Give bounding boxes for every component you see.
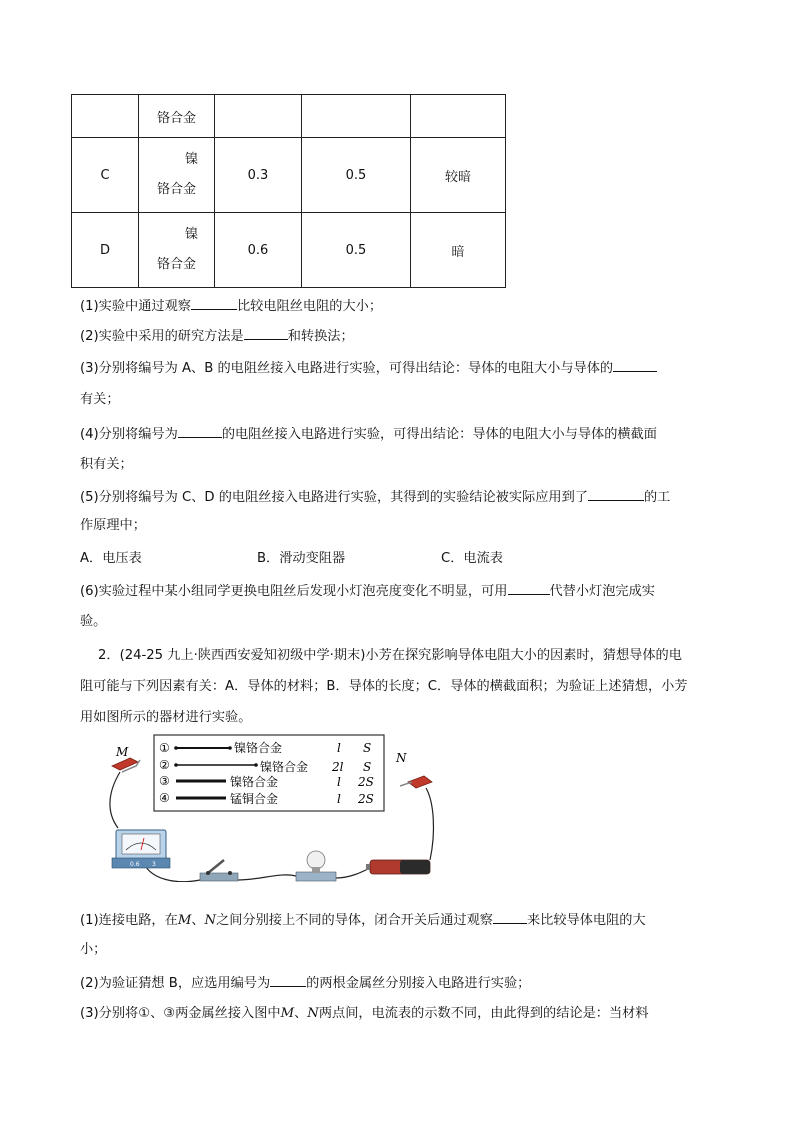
cell-brightness: 较暗	[411, 138, 506, 213]
answer-blank[interactable]	[178, 423, 222, 438]
circuit-figure	[100, 732, 440, 882]
text: 两点间，电流表的示数不同，由此得到的结论是：当材料	[318, 1006, 649, 1021]
wire-lead	[110, 772, 120, 828]
cell-length: 0.6	[215, 213, 302, 288]
answer-blank[interactable]	[508, 580, 550, 595]
answer-blank[interactable]	[191, 295, 237, 310]
q2-part1	[80, 909, 646, 931]
text: 和转换法；	[287, 329, 354, 344]
text: (5)分别将编号为 C、D 的电阻丝接入电路进行实验，其得到的实验结论被实际应用到了	[80, 490, 588, 505]
wire-2-area: S	[363, 760, 372, 774]
switch	[200, 860, 238, 881]
wire-3-material: 镍铬合金	[230, 775, 279, 789]
text: 、	[191, 913, 205, 928]
text: (6)实验过程中某小组同学更换电阻丝后发现小灯泡亮度变化不明显，可用	[80, 584, 508, 599]
cell-id: D	[72, 213, 139, 288]
table-row	[72, 138, 506, 213]
q1-part4-cont: 积有关；	[80, 457, 133, 472]
q1-part4	[80, 423, 657, 445]
text: (4)分别将编号为	[80, 427, 178, 442]
answer-blank[interactable]	[613, 357, 657, 372]
cell-brightness	[411, 95, 506, 138]
answer-blank[interactable]	[270, 972, 306, 987]
cell-length	[215, 95, 302, 138]
wire-2-material: 镍铬合金	[260, 760, 309, 774]
cell-material	[139, 95, 215, 138]
text: 的两根金属丝分别接入电路进行实验；	[306, 976, 531, 991]
label-m-inline: M	[280, 1006, 295, 1021]
cell-material	[139, 213, 215, 288]
cell-material-line1: 镍	[184, 152, 198, 167]
cell-id	[72, 95, 139, 138]
q2-stem-line1: 2．(24-25 九上·陕西西安爱知初级中学·期末)小芳在探究影响导体电阻大小的因素时，猜想导体的电	[98, 648, 682, 663]
wire-3-number: ③	[159, 774, 170, 788]
option-b[interactable]: B．滑动变阻器	[257, 551, 346, 566]
wire-4-length: l	[337, 792, 341, 806]
wire-2-end	[254, 763, 258, 767]
wire-1-length: l	[337, 741, 341, 755]
q1-part6	[80, 580, 655, 602]
wire-1-end	[174, 746, 178, 750]
q1-part1	[80, 295, 382, 317]
label-n-inline: N	[204, 913, 217, 928]
text: 、	[294, 1006, 308, 1021]
cell-length: 0.3	[215, 138, 302, 213]
q2-part2	[80, 972, 530, 994]
cell-area: 0.5	[302, 138, 411, 213]
q2-stem-line2: 阻可能与下列因素有关：A．导体的材料；B．导体的长度；C．导体的横截面积；为验证上述猜想，小芳	[80, 679, 688, 694]
text: 的工	[644, 490, 671, 505]
table-row	[72, 95, 506, 138]
wire-4-material: 锰铜合金	[230, 792, 279, 806]
cell-material-line1: 镍	[184, 227, 198, 242]
alligator-clip-m	[112, 758, 140, 772]
light-bulb	[296, 851, 336, 881]
cell-brightness: 暗	[411, 213, 506, 288]
text: (2)为验证猜想 B，应选用编号为	[80, 976, 271, 991]
text: (3)分别将编号为 A、B 的电阻丝接入电路进行实验，可得出结论：导体的电阻大小与导体的	[80, 361, 614, 376]
label-n-inline: N	[307, 1006, 319, 1021]
text: 来比较导体电阻的大	[527, 913, 646, 928]
cell-material	[139, 138, 215, 213]
text: 的电阻丝接入电路进行实验，可得出结论：导体的电阻大小与导体的横截面	[221, 427, 657, 442]
text: 比较电阻丝电阻的大小；	[237, 299, 383, 314]
q1-part3	[80, 357, 657, 379]
text: (1)连接电路，在	[80, 913, 178, 928]
text: 代替小灯泡完成实	[549, 584, 655, 599]
option-c[interactable]: C．电流表	[441, 551, 503, 566]
wire-1-end	[228, 746, 232, 750]
label-m-inline: M	[177, 913, 192, 928]
cell-material-line2: 铬合金	[156, 182, 196, 197]
wire-lead	[426, 788, 433, 860]
q2-stem-line3: 用如图所示的器材进行实验。	[80, 710, 252, 725]
label-m: M	[116, 745, 129, 759]
wire-1-area: S	[363, 741, 372, 755]
q1-part5-cont: 作原理中；	[80, 518, 146, 533]
wire-3-area: 2S	[358, 775, 374, 789]
resistance-wire-table	[71, 94, 506, 288]
q2-part3	[80, 1004, 649, 1024]
wire-lead	[238, 875, 296, 880]
alligator-clip-n	[400, 776, 432, 788]
q1-part5	[80, 486, 670, 508]
wire-2-number: ②	[159, 758, 170, 772]
text: 之间分别接上不同的导体，闭合开关后通过观察	[216, 913, 493, 928]
q1-part2	[80, 325, 354, 347]
wire-1-number: ①	[159, 741, 170, 755]
ammeter-scale-2: 3	[152, 861, 156, 868]
answer-blank[interactable]	[588, 486, 644, 501]
wire-3-length: l	[337, 775, 341, 789]
wire-lead	[336, 868, 370, 878]
cell-id: C	[72, 138, 139, 213]
text: (2)实验中采用的研究方法是	[80, 329, 244, 344]
ammeter	[112, 830, 170, 868]
text: (3)分别将①、③两金属丝接入图中	[80, 1006, 281, 1021]
q2-part1-cont: 小；	[80, 942, 107, 957]
answer-blank[interactable]	[244, 325, 288, 340]
answer-blank[interactable]	[493, 909, 527, 924]
q1-part6-cont: 验。	[80, 614, 107, 629]
cell-area	[302, 95, 411, 138]
battery	[366, 860, 430, 874]
cell-material-line2: 铬合金	[156, 110, 196, 126]
cell-area: 0.5	[302, 213, 411, 288]
q1-part3-cont: 有关；	[80, 392, 120, 407]
option-a[interactable]: A．电压表	[80, 551, 142, 566]
label-n: N	[396, 751, 407, 765]
table-row	[72, 213, 506, 288]
ammeter-scale: 0.6	[130, 861, 140, 868]
wire-4-number: ④	[159, 791, 170, 805]
cell-material-line2: 铬合金	[156, 257, 196, 272]
wire-2-length: 2l	[332, 760, 344, 774]
wire-1-material: 镍铬合金	[234, 741, 283, 755]
text: (1)实验中通过观察	[80, 299, 191, 314]
wire-4-area: 2S	[358, 792, 374, 806]
wire-2-end	[174, 763, 178, 767]
